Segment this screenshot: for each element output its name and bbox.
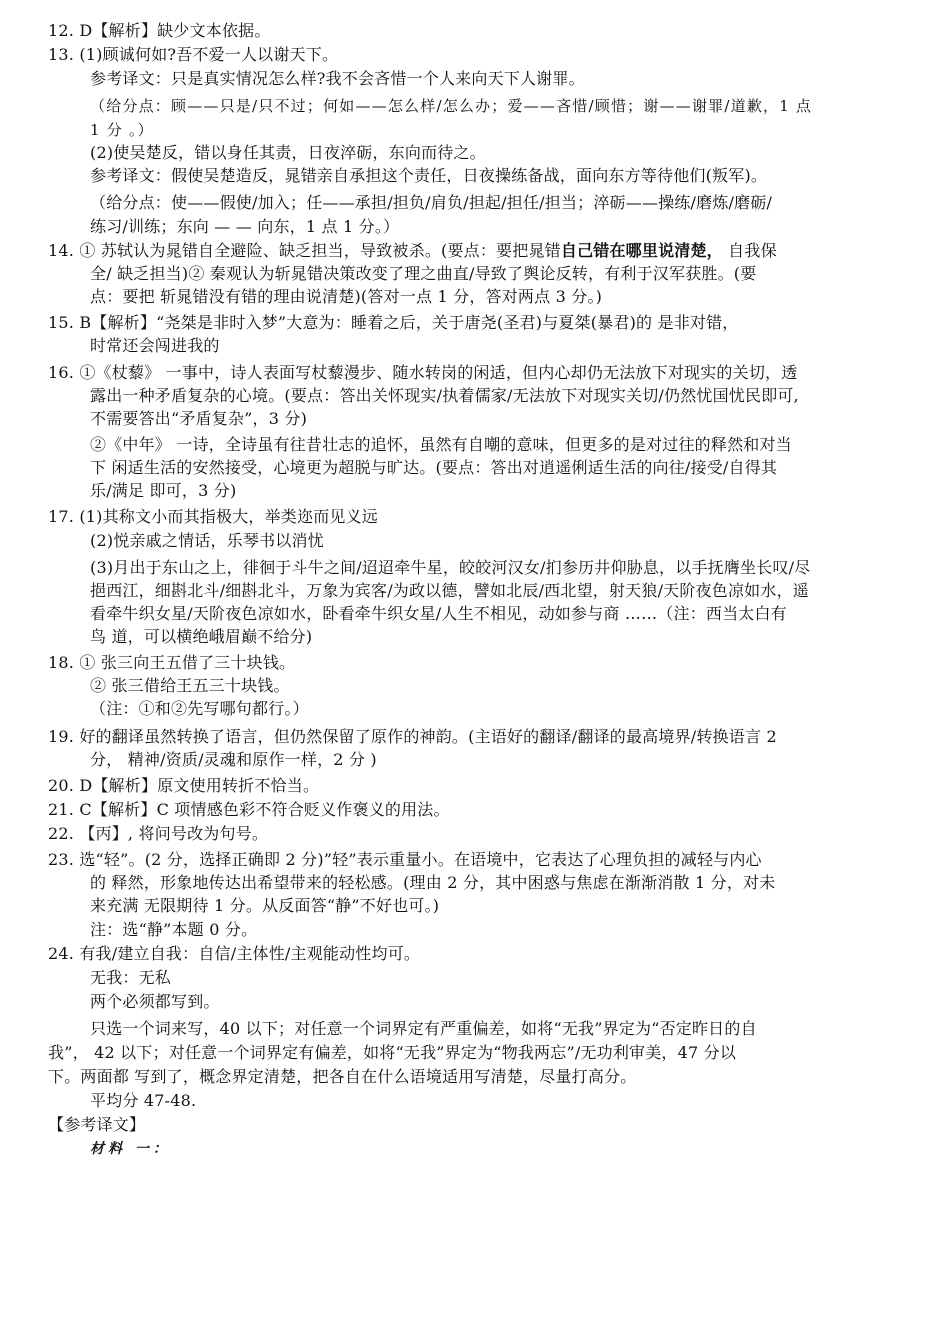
reference-translation-heading: 【参考译文】 [48, 1115, 146, 1134]
answer-13-scoring1-cont: 1 分 。） [90, 121, 154, 139]
answer-24-average: 平均分 47-48. [90, 1091, 197, 1110]
answer-22: 22. 【丙】, 将问号改为句号。 [48, 824, 269, 843]
answer-16-line5: 下 闲适生活的安然接受，心境更为超脱与旷达。(要点：答出对逍遥俐适生活的向往/接受/自得其 [90, 458, 778, 477]
answer-14-line2: 全/ 缺乏担当)② 秦观认为斩晁错决策改变了理之曲直/导致了舆论反转，有利于汉军获胜。(要 [90, 264, 757, 283]
answer-13-scoring2-cont: 练习/训练；东向 — — 向东，1 点 1 分。） [90, 217, 400, 236]
answer-12: 12. D【解析】缺少文本依据。 [48, 21, 271, 40]
answer-16-line3: 不需要答出“矛盾复杂”，3 分) [90, 409, 308, 428]
answer-13-part2: (2)使吴楚反，错以身任其责，日夜淬砺，东向而待之。 [90, 143, 486, 162]
answer-14-text-end: 自我保 [722, 241, 777, 260]
answer-17-line4: 挹西江，细斟北斗/细斟北斗，万象为宾客/为政以德，譬如北辰/西北望，射天狼/天阶夜色凉如水，遥 [90, 581, 809, 600]
answer-18-note: （注：①和②先写哪句都行。） [90, 699, 309, 718]
answer-15-line2: 时常还会闯进我的 [90, 336, 220, 355]
answer-19-line2: 分， 精神/资质/灵魂和原作一样，2 分 ) [90, 750, 377, 769]
answer-16-line1: 16. ①《杖藜》 一事中，诗人表面写杖藜漫步、随水转岗的闲适，但内心却仍无法放下对现实的关切，透 [48, 363, 798, 382]
answer-17-line6: 鸟 道，可以横绝峨眉巅不给分) [90, 627, 313, 646]
answer-17-line5: 看牵牛织女星/天阶夜色凉如水，卧看牵牛织女星/人生不相见，动如参与商 ……（注：西当太白有 [90, 604, 787, 623]
answer-24-line6: 下。两面都 写到了，概念界定清楚，把各自在什么语境适用写清楚，尽量打高分。 [48, 1067, 637, 1086]
answer-13-translation1: 参考译文：只是真实情况怎么样?我不会吝惜一个人来向天下人谢罪。 [90, 69, 585, 88]
material-one-label: 材料 一： [90, 1141, 171, 1157]
answer-24-line2: 无我：无私 [90, 968, 172, 987]
answer-21: 21. C【解析】C 项情感色彩不符合贬义作褒义的用法。 [48, 800, 450, 819]
answer-17-line2: (2)悦亲戚之情话，乐琴书以消忧 [90, 531, 324, 550]
answer-16-line4: ②《中年》 一诗，全诗虽有往昔壮志的追怀，虽然有自嘲的意味，但更多的是对过往的释然和对当 [90, 435, 792, 454]
answer-23-note: 注：选“静”本题 0 分。 [90, 920, 258, 939]
answer-23-line3: 来充满 无限期待 1 分。从反面答“静”不好也可。) [90, 896, 440, 915]
answer-18-line2: ② 张三借给王五三十块钱。 [90, 676, 290, 695]
answer-14-line3: 点：要把 斩晁错没有错的理由说清楚)(答对一点 1 分，答对两点 3 分。) [90, 287, 603, 306]
answer-24-line3: 两个必须都写到。 [90, 992, 220, 1011]
answer-23-line2: 的 释然，形象地传达出希望带来的轻松感。(理由 2 分，其中困惑与焦虑在渐渐消散 1 分，对未 [90, 873, 776, 892]
answer-15-line1: 15. B【解析】“尧桀是非时入梦”大意为：睡着之后，关于唐尧(圣君)与夏桀(暴君)的 是非对错， [48, 313, 739, 332]
answer-14-line1 [48, 240, 777, 262]
answer-13-scoring2: （给分点：使——假使/加入；任——承担/担负/肩负/担起/担任/担当；淬砺——操练/磨炼/磨砺/ [90, 193, 773, 212]
answer-24-line1: 24. 有我/建立自我：自信/主体性/主观能动性均可。 [48, 944, 421, 963]
answer-14-emphasis: 自己错在哪里说清楚， [560, 241, 723, 260]
answer-24-line5: 我”， 42 以下；对任意一个词界定有偏差，如将“无我”界定为“物我两忘”/无功利审美，47 分以 [48, 1043, 737, 1062]
answer-13-part1: 13. (1)顾诚何如?吾不爱一人以谢天下。 [48, 45, 339, 64]
answer-14-text: 14. ① 苏轼认为晁错自全避险、缺乏担当，导致被杀。(要点：要把晁错 [48, 241, 561, 260]
answer-24-line4: 只选一个词来写，40 以下；对任意一个词界定有严重偏差，如将“无我”界定为“否定昨日的自 [90, 1019, 757, 1038]
answer-13-scoring1: （给分点：顾——只是/只不过；何如——怎么样/怎么办；爱——吝惜/顾惜；谢——谢罪/道歉，1 点 [90, 97, 813, 115]
answer-19-line1: 19. 好的翻译虽然转换了语言，但仍然保留了原作的神韵。(主语好的翻译/翻译的最高境界/转换语言 2 [48, 727, 777, 746]
answer-18-line1: 18. ① 张三向王五借了三十块钱。 [48, 653, 296, 672]
answer-16-line2: 露出一种矛盾复杂的心境。(要点：答出关怀现实/执着儒家/无法放下对现实关切/仍然忧国忧民即可, [90, 386, 799, 405]
answer-17-line3: (3)月出于东山之上，徘徊于斗牛之间/迢迢牵牛星，皎皎河汉女/扪参历井仰胁息，以手抚膺坐长叹/尽 [90, 558, 811, 577]
answer-13-translation2: 参考译文：假使吴楚造反，晁错亲自承担这个责任，日夜操练备战，面向东方等待他们(叛军)。 [90, 166, 768, 185]
answer-16-line6: 乐/满足 即可，3 分) [90, 481, 237, 500]
answer-17-line1: 17. (1)其称文小而其指极大，举类迩而见义远 [48, 507, 378, 526]
answer-23-line1: 23. 选“轻”。(2 分，选择正确即 2 分)”轻”表示重量小。在语境中，它表达了心理负担的减轻与内心 [48, 850, 762, 869]
answer-20: 20. D【解析】原文使用转折不恰当。 [48, 776, 320, 795]
